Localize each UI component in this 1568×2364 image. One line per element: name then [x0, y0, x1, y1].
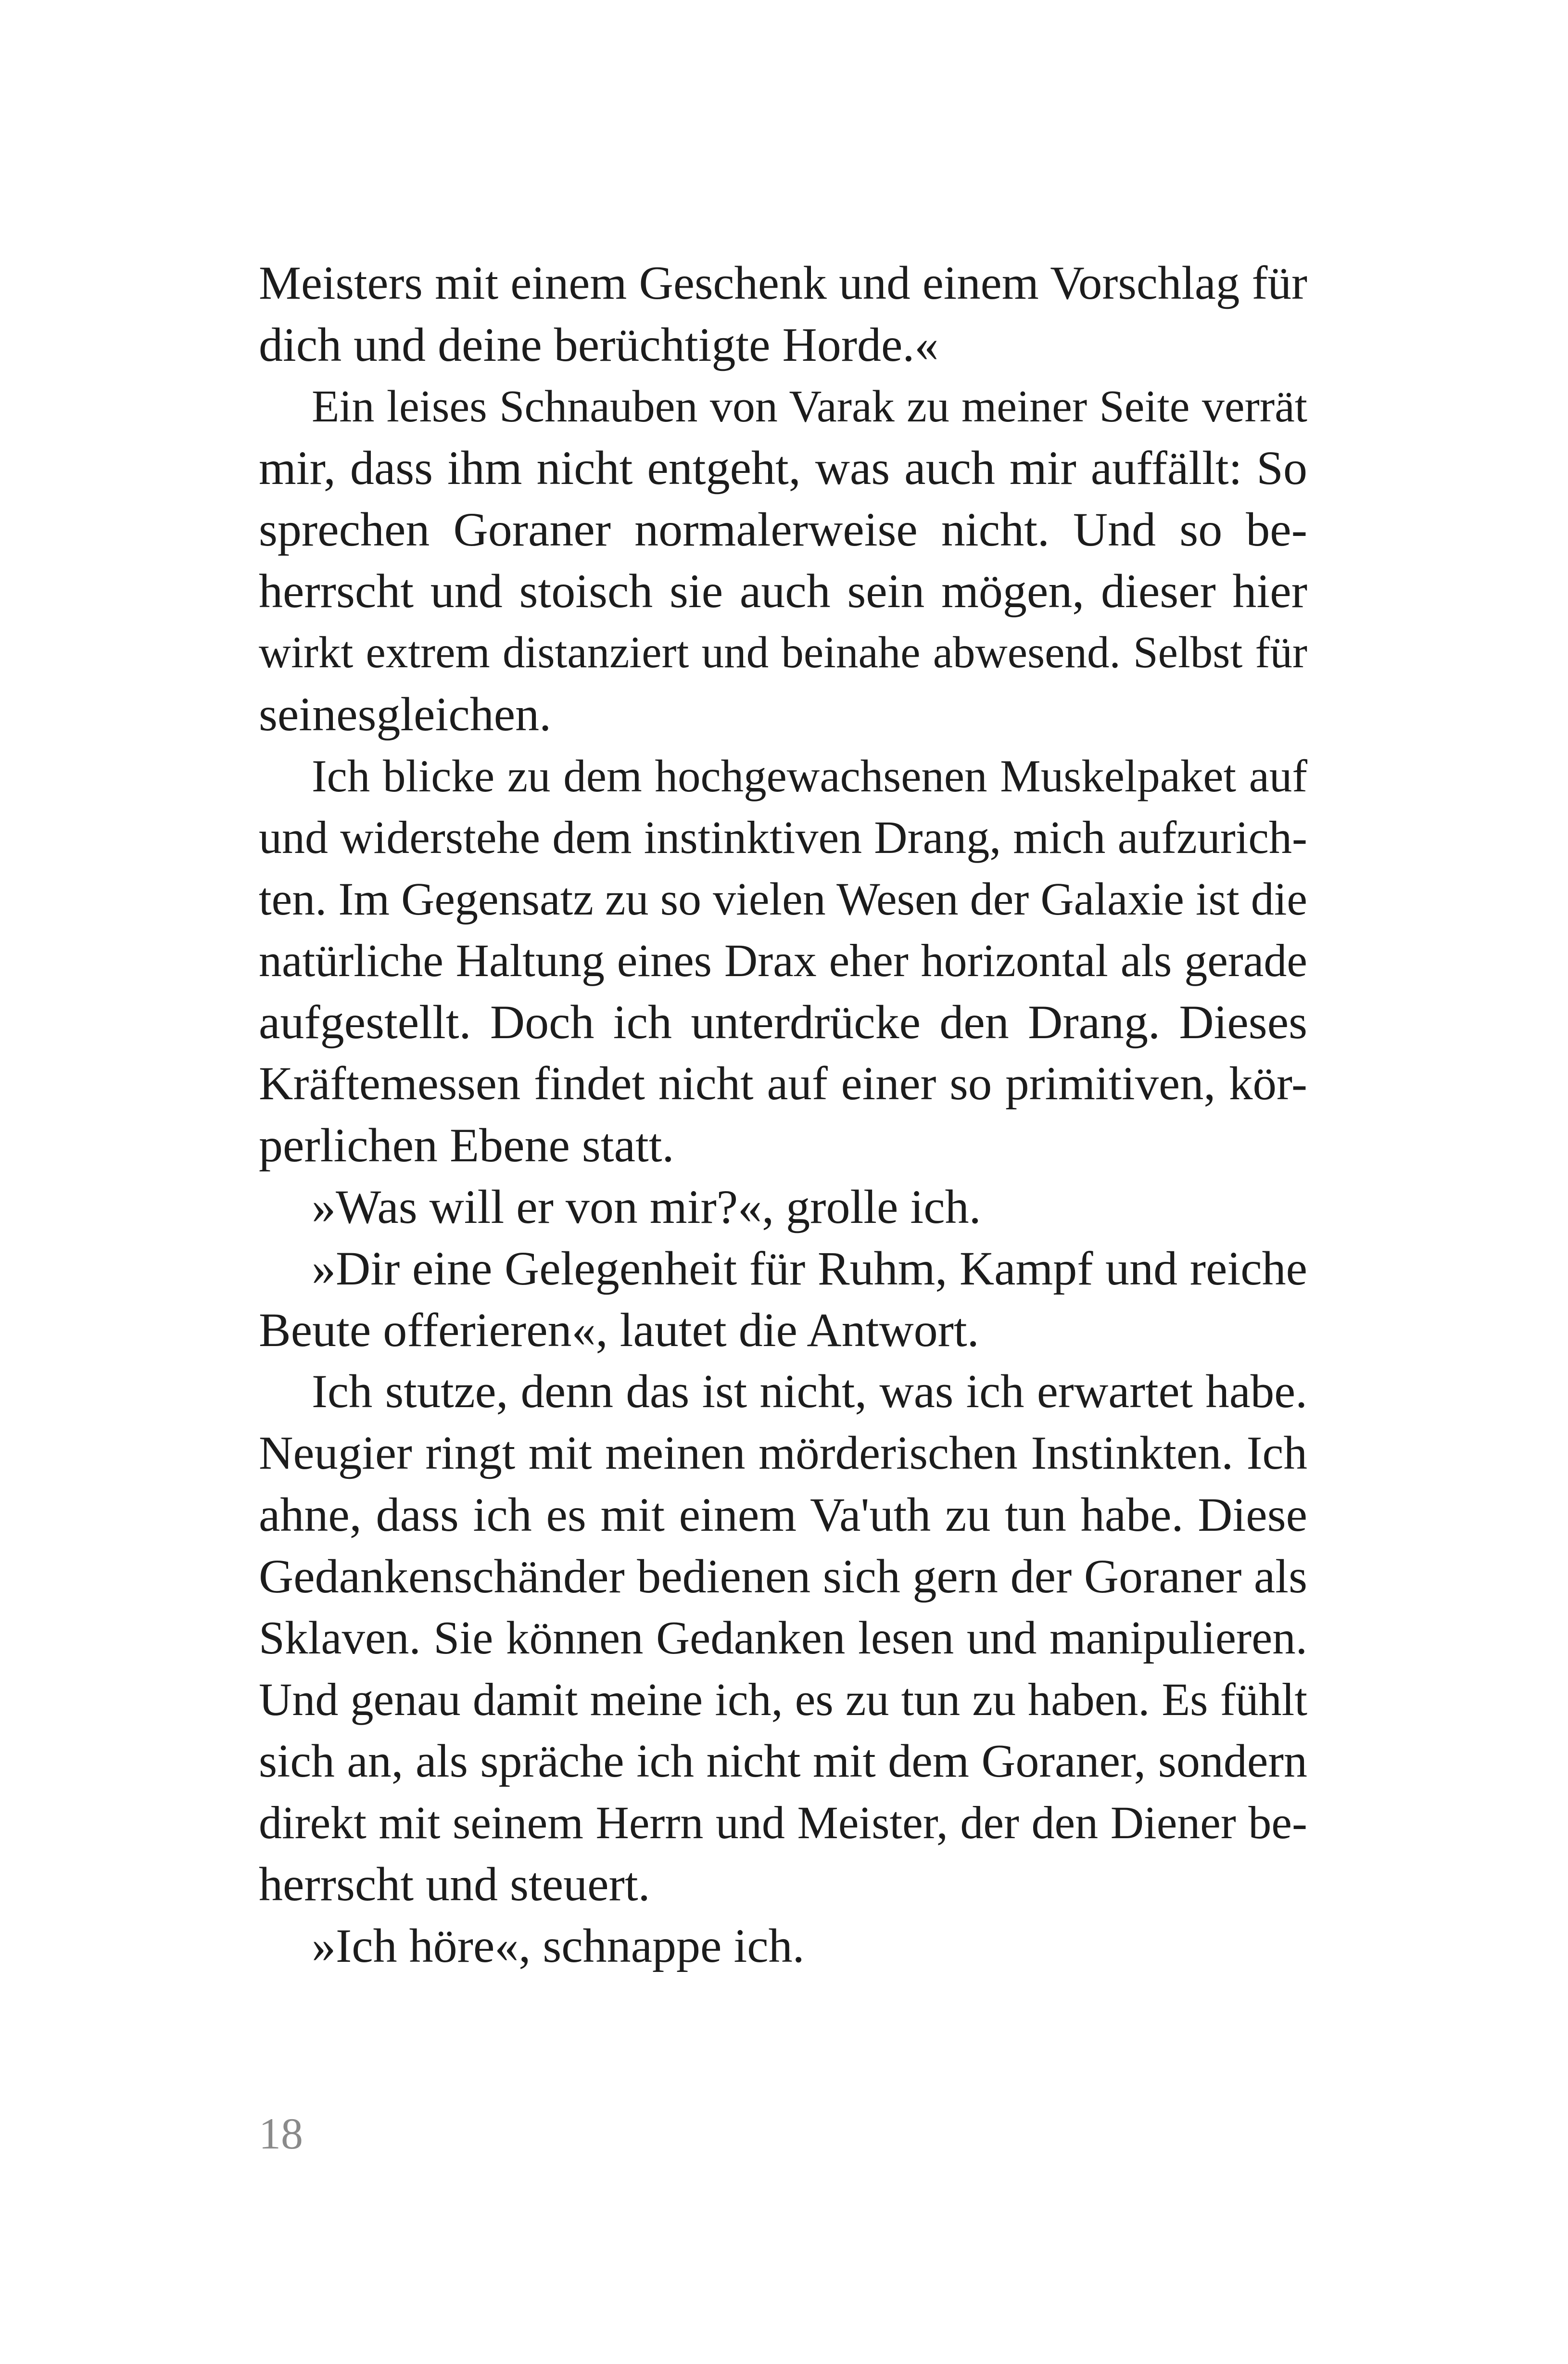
text-line: Kräftemessen findet nicht auf einer so primitiven, kör-: [259, 1057, 1307, 1110]
text-line: natürliche Haltung eines Drax eher horizontal als gerade: [259, 935, 1307, 986]
text-line: aufgestellt. Doch ich unterdrücke den Drang. Dieses: [259, 995, 1307, 1049]
text-line: Ich stutze, denn das ist nicht, was ich erwartet habe.: [312, 1365, 1307, 1418]
text-line: Neugier ringt mit meinen mörderischen Instinkten. Ich: [259, 1427, 1307, 1479]
text-line: Meisters mit einem Geschenk und einem Vorschlag für: [259, 257, 1307, 309]
text-line: »Ich höre«, schnappe ich.: [312, 1919, 805, 1972]
text-line: herrscht und stoisch sie auch sein mögen, dieser hier: [259, 564, 1307, 618]
text-line: seinesgleichen.: [259, 687, 552, 741]
text-line: perlichen Ebene statt.: [259, 1118, 674, 1172]
text-line: direkt mit seinem Herrn und Meister, der den Diener be-: [259, 1797, 1307, 1848]
text-line: herrscht und steuert.: [259, 1857, 650, 1911]
text-line: Und genau damit meine ich, es zu tun zu haben. Es fühlt: [259, 1674, 1307, 1725]
text-line: Gedankenschänder bedienen sich gern der Goraner als: [259, 1550, 1307, 1603]
body-text: [259, 253, 1307, 1977]
text-line: dich und deine berüchtigte Horde.«: [259, 318, 939, 371]
text-line: Sklaven. Sie können Gedanken lesen und manipulieren.: [259, 1612, 1307, 1664]
text-line: Beute offerieren«, lautet die Antwort.: [259, 1303, 979, 1357]
text-line: ahne, dass ich es mit einem Va'uth zu tun habe. Diese: [259, 1488, 1307, 1541]
page-number: 18: [259, 2109, 303, 2158]
text-line: sich an, als spräche ich nicht mit dem Goraner, sondern: [259, 1735, 1307, 1787]
text-line: Ein leises Schnauben von Varak zu meiner Seite verrät: [312, 381, 1307, 432]
text-line: »Was will er von mir?«, grolle ich.: [312, 1180, 981, 1233]
text-line: sprechen Goraner normalerweise nicht. Und so be-: [259, 503, 1307, 556]
text-line: mir, dass ihm nicht entgeht, was auch mir auffällt: So: [259, 441, 1307, 495]
text-line: und widerstehe dem instinktiven Drang, mich aufzurich-: [259, 812, 1307, 863]
text-line: wirkt extrem distanziert und beinahe abwesend. Selbst für: [259, 628, 1307, 677]
text-line: ten. Im Gegensatz zu so vielen Wesen der Galaxie ist die: [259, 873, 1307, 925]
text-line: »Dir eine Gelegenheit für Ruhm, Kampf und reiche: [312, 1242, 1307, 1295]
text-line: Ich blicke zu dem hochgewachsenen Muskelpaket auf: [312, 750, 1307, 801]
